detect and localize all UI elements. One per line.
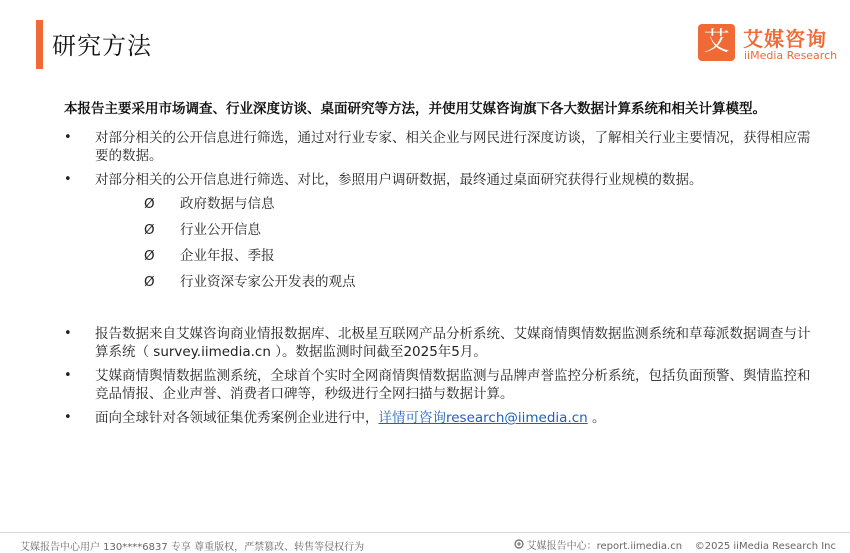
arrow-marker-icon: Ø bbox=[144, 222, 155, 238]
logo-mark-icon: 艾 bbox=[698, 24, 735, 61]
source-text: 企业年报、季报 bbox=[180, 248, 275, 264]
logo-name-cn: 艾媒咨询 bbox=[743, 27, 827, 51]
contact-email-link[interactable]: 详情可咨询research@iimedia.cn bbox=[378, 410, 588, 426]
source-text: 行业资深专家公开发表的观点 bbox=[180, 274, 356, 290]
source-item bbox=[64, 191, 814, 217]
title-accent-bar bbox=[36, 20, 43, 69]
page-title: 研究方法 bbox=[52, 32, 152, 60]
bullet-item bbox=[64, 171, 814, 189]
logo-name-en: iiMedia Research bbox=[744, 49, 838, 62]
source-item bbox=[64, 243, 814, 269]
footer-copyright-notice: 艾媒报告中心用户 130****6837 专享 尊重版权，严禁篡改、转售等侵权行为 bbox=[20, 542, 365, 553]
bullet-text: 艾媒商情舆情数据监测系统，全球首个实时全网商情舆情数据监测与品牌声誉监控分析系统，包括负面预警、舆情监控和竞品情报、企业声誉、消费者口碑等，秒级进行全网扫描与数据计算。 bbox=[95, 368, 811, 402]
arrow-marker-icon: Ø bbox=[144, 248, 155, 264]
page-footer bbox=[0, 532, 850, 553]
bullet-text: 对部分相关的公开信息进行筛选、对比，参照用户调研数据，最终通过桌面研究获得行业规模的数据。 bbox=[95, 172, 703, 188]
source-item bbox=[64, 217, 814, 243]
bullet-text: 报告数据来自艾媒咨询商业情报数据库、北极星互联网产品分析系统、艾媒商情舆情数据监测系统和草莓派数据调查与计算系统（ survey.iimedia.cn ）。数据监测时间截至2025年5月。 bbox=[95, 326, 811, 360]
report-center-icon bbox=[514, 539, 524, 552]
bullet-text: 面向全球针对各领域征集优秀案例企业进行中， bbox=[95, 410, 379, 426]
footer-site[interactable]: 艾媒报告中心：report.iimedia.cn bbox=[526, 541, 683, 552]
arrow-marker-icon: Ø bbox=[144, 274, 155, 290]
bullet-item bbox=[64, 129, 814, 165]
bullet-dot-icon: • bbox=[64, 172, 72, 187]
footer-brand: ©2025 iiMedia Research Inc bbox=[694, 541, 836, 552]
footer-right bbox=[514, 537, 836, 552]
intro-paragraph: 本报告主要采用市场调查、行业深度访谈、桌面研究等方法，并使用艾媒咨询旗下各大数据计算系统和相关计算模型。 bbox=[64, 101, 766, 117]
source-item bbox=[64, 269, 814, 295]
bullet-item bbox=[64, 367, 814, 403]
arrow-marker-icon: Ø bbox=[144, 196, 155, 212]
data-source-list bbox=[64, 325, 814, 427]
bullet-dot-icon: • bbox=[64, 130, 72, 145]
bullet-dot-icon: • bbox=[64, 368, 72, 383]
content-body bbox=[64, 99, 814, 427]
bullet-item bbox=[64, 409, 814, 427]
source-text: 政府数据与信息 bbox=[180, 196, 275, 212]
bullet-text: 对部分相关的公开信息进行筛选，通过对行业专家、相关企业与网民进行深度访谈，了解相关行业主要情况，获得相应需要的数据。 bbox=[95, 130, 811, 164]
source-list bbox=[64, 191, 814, 295]
brand-logo bbox=[698, 24, 838, 64]
source-text: 行业公开信息 bbox=[180, 222, 261, 238]
bullet-dot-icon: • bbox=[64, 326, 72, 341]
bullet-item bbox=[64, 325, 814, 361]
bullet-suffix: 。 bbox=[587, 410, 606, 426]
method-list bbox=[64, 129, 814, 189]
bullet-dot-icon: • bbox=[64, 410, 72, 425]
